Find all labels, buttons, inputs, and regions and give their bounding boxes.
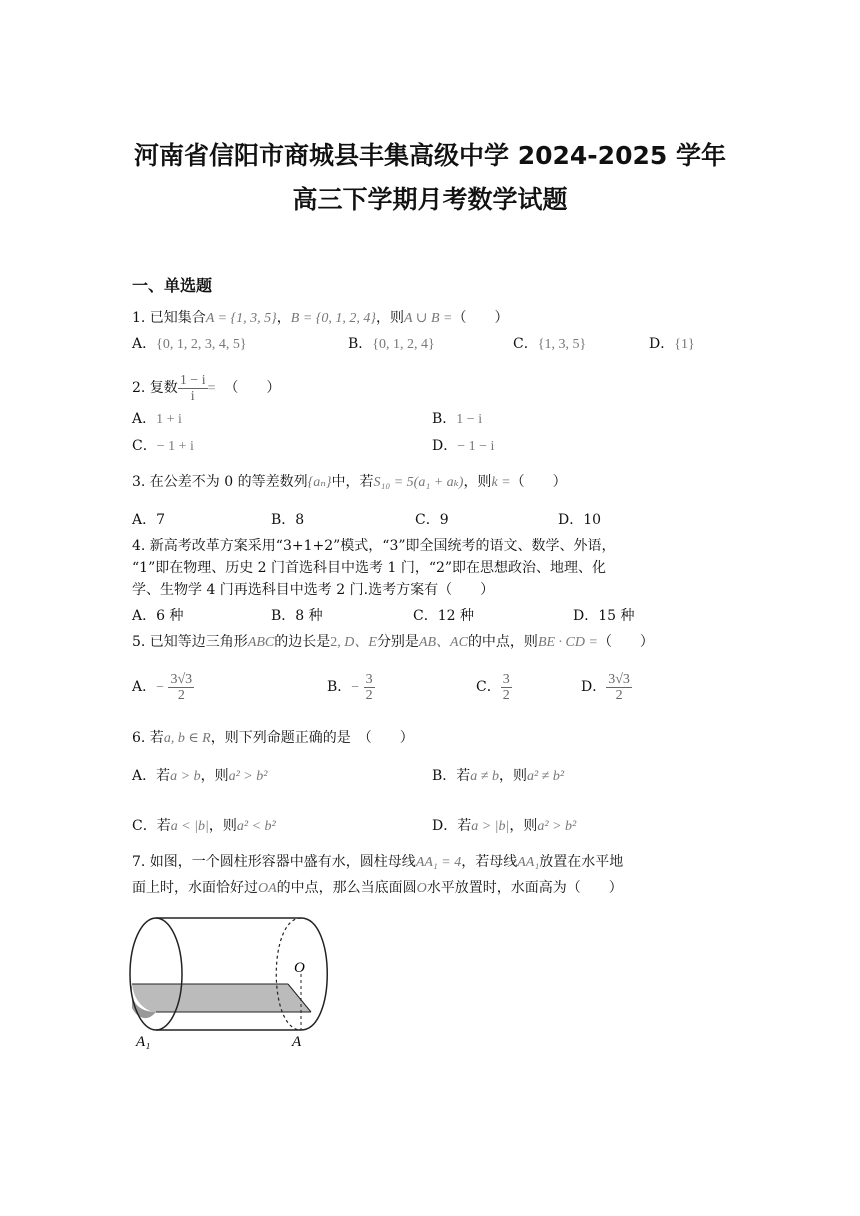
q4-line1: 4. 新高考改革方案采用“3+1+2”模式，“3”即全国统考的语文、数学、外语， <box>132 538 616 554</box>
q6-stem: 6. 若a, b ∈ R，则下列命题正确的是 （ ） <box>132 730 414 746</box>
doc-title-line1: 河南省信阳市商城县丰集高级中学 2024-2025 学年 <box>134 141 726 170</box>
q7-line1: 7. 如图，一个圆柱形容器中盛有水，圆柱母线AA₁ = 4，若母线AA₁放置在水平地 <box>132 854 624 870</box>
q4-option-d[interactable]: D．15 种 <box>573 608 635 624</box>
q1-set-b: B = {0, 1, 2, 4} <box>290 311 376 326</box>
q1-option-b[interactable]: B．{0, 1, 2, 4} <box>348 336 435 352</box>
q4-line3: 学、生物学 4 门再选科目中选考 2 门.选考方案有（ ） <box>132 582 495 598</box>
q1-option-c[interactable]: C．{1, 3, 5} <box>513 336 587 352</box>
q2-option-d[interactable]: D．− 1 − i <box>432 438 495 454</box>
q1-stem: 1. 已知集合A = {1, 3, 5}，B = {0, 1, 2, 4}，则A ∪ B =（ ） <box>132 310 509 326</box>
q6-option-c[interactable]: C．若a < |b|，则a² < b² <box>132 818 276 834</box>
q4-option-b[interactable]: B．8 种 <box>271 608 323 624</box>
q6-option-a[interactable]: A．若a > b，则a² > b² <box>132 768 268 784</box>
q2-option-c[interactable]: C．− 1 + i <box>132 438 194 454</box>
q5-option-b[interactable]: B．− $\frac{3}{2}$ <box>327 671 373 703</box>
doc-title-line2: 高三下学期月考数学试题 <box>292 185 568 214</box>
q6-option-b[interactable]: B．若a ≠ b，则a² ≠ b² <box>432 768 565 784</box>
section-heading: 一、单选题 <box>132 276 213 295</box>
q5-option-a[interactable]: A．− $\frac{3√3}{2}$ <box>132 671 193 703</box>
q1-option-d[interactable]: D．{1} <box>649 336 695 352</box>
q1-option-a[interactable]: A．{0, 1, 2, 3, 4, 5} <box>132 336 247 352</box>
q2-option-a[interactable]: A．1 + i <box>132 411 182 427</box>
q5-stem: 5. 已知等边三角形ABC的边长是2, D、E分别是AB、AC的中点，则BE · CD =（ ） <box>132 634 654 650</box>
right-base-front <box>301 918 327 1030</box>
q3-option-d[interactable]: D．10 <box>558 512 602 528</box>
q3-option-c[interactable]: C．9 <box>415 512 449 528</box>
left-base-ellipse <box>130 918 182 1030</box>
q2-fraction: $\frac{1 - i}{i}$ <box>179 372 206 404</box>
label-a: A <box>292 1034 302 1050</box>
q6-option-d[interactable]: D．若a > |b|，则a² > b² <box>432 818 577 834</box>
q4-option-a[interactable]: A．6 种 <box>132 608 184 624</box>
q7-line2: 面上时，水面恰好过OA的中点，那么当底面圆O水平放置时，水面高为（ ） <box>132 880 623 896</box>
q3-option-a[interactable]: A．7 <box>132 512 166 528</box>
water-region <box>132 984 311 1012</box>
q5-option-c[interactable]: C． $\frac{3}{2}$ <box>476 671 510 703</box>
q3-stem: 3. 在公差不为 0 的等差数列{aₙ}中，若S₁₀ = 5(a₁ + aₖ)，则k =（ ） <box>132 474 567 490</box>
q4-line2: “1”即在物理、历史 2 门首选科目中选考 1 门，“2”即在思想政治、地理、化 <box>132 560 607 576</box>
q3-option-b[interactable]: B．8 <box>271 512 305 528</box>
q2-stem: 2. 复数 $\frac{1 - i}{i}$ = （ ） <box>132 372 281 404</box>
q4-option-c[interactable]: C．12 种 <box>413 608 474 624</box>
q5-dot-product: BE · CD = <box>537 635 598 650</box>
label-a1: A₁ <box>136 1034 151 1050</box>
q5-option-d[interactable]: D． $\frac{3√3}{2}$ <box>581 671 630 703</box>
q2-option-b[interactable]: B．1 − i <box>432 411 483 427</box>
q1-set-a: A = {1, 3, 5} <box>205 311 277 326</box>
q1-union: A ∪ B = <box>403 311 453 326</box>
label-o: O <box>294 960 305 976</box>
cylinder-figure <box>128 912 328 1052</box>
